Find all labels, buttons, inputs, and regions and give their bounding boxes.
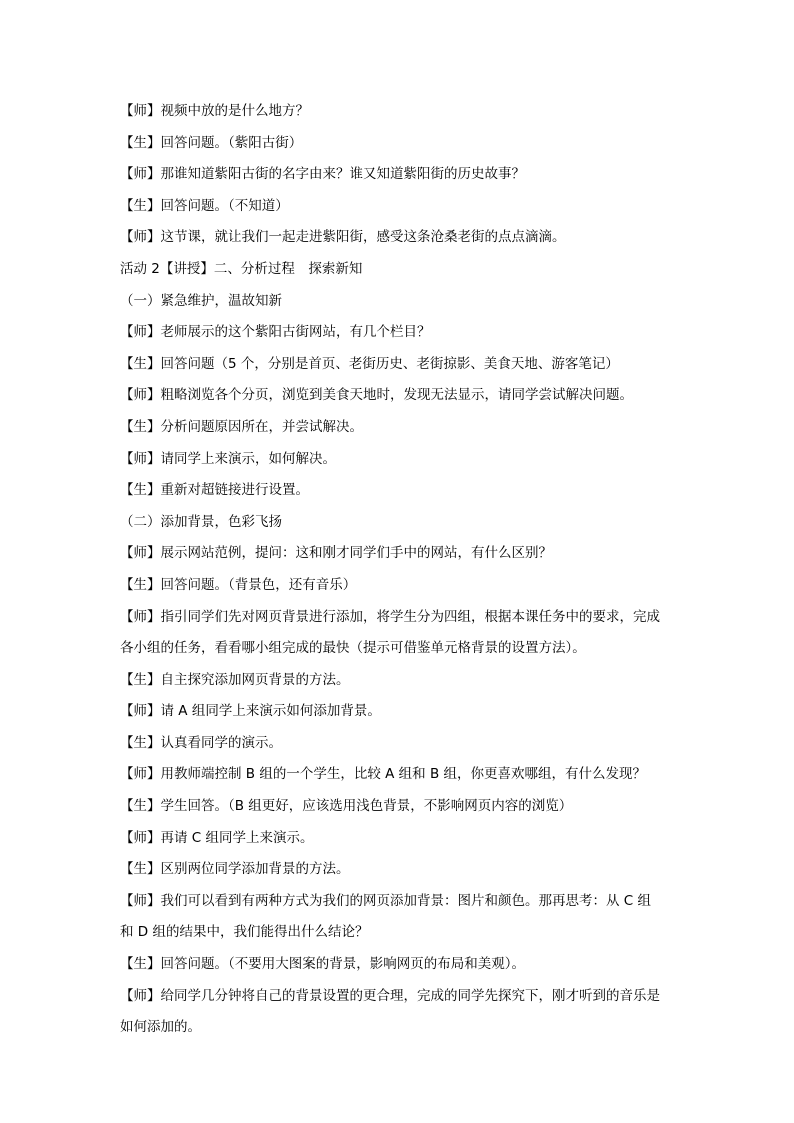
text-line: 【生】回答问题。（紫阳古街） (120, 134, 303, 151)
text-line: 【生】重新对超链接进行设置。 (120, 482, 309, 499)
text-line: 【师】请 A 组同学上来演示如何添加背景。 (120, 703, 381, 720)
text-line: 【师】请同学上来演示，如何解决。 (120, 450, 336, 467)
text-line: 各小组的任务，看看哪小组完成的最快（提示可借鉴单元格背景的设置方法）。 (120, 640, 586, 657)
text-line: 【师】我们可以看到有两种方式为我们的网页添加背景：图片和颜色。那再思考：从 C 组 (120, 892, 652, 909)
text-line: 【师】用教师端控制 B 组的一个学生，比较 A 组和 B 组，你更喜欢哪组，有什么发现？ (120, 766, 647, 783)
text-line: 【师】展示网站范例，提问：这和刚才同学们手中的网站，有什么区别？ (120, 545, 552, 562)
text-line: 【生】学生回答。（B 组更好，应该选用浅色背景，不影响网页内容的浏览） (120, 798, 573, 815)
text-line: 【生】认真看同学的演示。 (120, 734, 282, 751)
text-line: 【师】粗略浏览各个分页，浏览到美食天地时，发现无法显示，请同学尝试解决问题。 (120, 387, 633, 404)
text-line: 【师】再请 C 组同学上来演示。 (120, 829, 314, 846)
text-line: 如何添加的。 (120, 1019, 201, 1036)
text-line: 【生】回答问题。（不知道） (120, 197, 289, 214)
text-line: 【生】分析问题原因所在，并尝试解决。 (120, 418, 363, 435)
text-line: 【师】指引同学们先对网页背景进行添加，将学生分为四组，根据本课任务中的要求，完成 (120, 608, 660, 625)
document-page (120, 100, 680, 1038)
text-line: 【生】回答问题（5 个，分别是首页、老街历史、老街掠影、美食天地、游客笔记） (120, 355, 619, 372)
text-line: 【生】回答问题。（背景色，还有音乐） (120, 576, 357, 593)
section-heading: 活动 2【讲授】二、分析过程 探索新知 (120, 260, 363, 277)
text-line: 【生】区别两位同学添加背景的方法。 (120, 861, 350, 878)
text-line: 【生】自主探究添加网页背景的方法。 (120, 671, 350, 688)
text-line: 【师】给同学几分钟将自己的背景设置的更合理，完成的同学先探究下，刚才听到的音乐是 (120, 987, 660, 1004)
text-line: 【师】视频中放的是什么地方？ (120, 103, 309, 119)
text-line: 和 D 组的结果中，我们能得出什么结论？ (120, 924, 369, 941)
text-line: 【生】回答问题。（不要用大图案的背景，影响网页的布局和美观）。 (120, 956, 525, 973)
text-line: 【师】那谁知道紫阳古街的名字由来？谁又知道紫阳街的历史故事？ (120, 166, 525, 183)
subsection-heading: （二）添加背景，色彩飞扬 (120, 513, 282, 530)
text-line: 【师】老师展示的这个紫阳古街网站，有几个栏目？ (120, 324, 431, 341)
text-line: 【师】这节课，就让我们一起走进紫阳街，感受这条沧桑老街的点点滴滴。 (120, 229, 566, 246)
subsection-heading: （一）紧急维护，温故知新 (120, 292, 282, 309)
